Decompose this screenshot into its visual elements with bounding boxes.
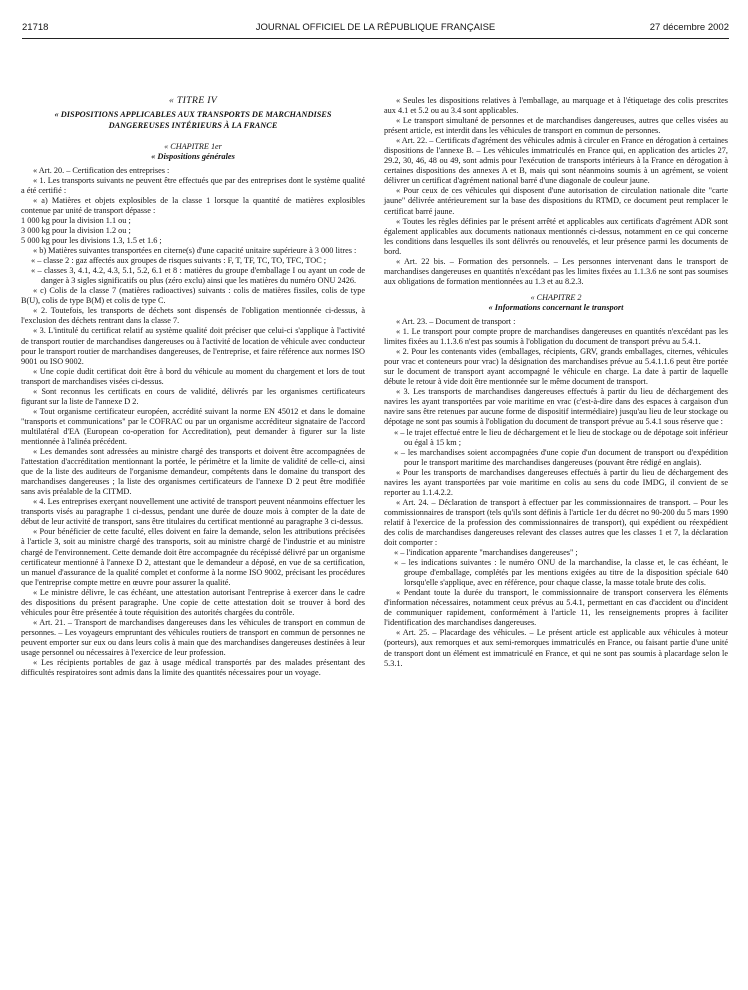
list-item: « – les marchandises soient accompagnées d'une copie d'un document de transport ou d'expédition pour le transport maritime des marchandises dangereuses (pouvant être rédigé en anglais).: [394, 447, 728, 467]
list-item: « – le trajet effectué entre le lieu de déchargement et le lieu de stockage ou de dépotage soit inférieur ou égal à 15 km ;: [394, 427, 728, 447]
paragraph: « Art. 20. – Certification des entreprises :: [33, 165, 170, 175]
paragraph: « c) Colis de la classe 7 (matières radioactives) suivants : colis de matières fissiles, colis de type B(U), colis de type B(M) et colis de type C.: [21, 286, 365, 306]
paragraph: « Tout organisme certificateur européen, accrédité suivant la norme EN 45012 et dans le domaine "transports et communications" par le COFRAC ou par un organisme accréditeur signataire de l'accord multilatéral d'EA (European co-operation for Accreditation), peut demander à figurer sur la liste mentionnée à l'alinéa précédent.: [21, 406, 365, 446]
paragraph: 5 000 kg pour les divisions 1.3, 1.5 et 1.6 ;: [21, 236, 162, 246]
list-item: « – les indications suivantes : le numéro ONU de la marchandise, la classe et, le cas échéant, le groupe d'emballage, complétés par les mentions exigées au titre de la disposition spéciale 640 lorsqu'elle s'applique, avec en référence, pour chaque classe, la masse totale brute des colis.: [394, 558, 728, 588]
paragraph: « Pour bénéficier de cette faculté, elles doivent en faire la demande, selon les attributions précisées à l'article 3, soit au ministre chargé des transports, soit au ministre chargé de l'industrie et au ministre chargé de l'environnement. Cette demande doit être accompagnée du récépissé délivré par un organisme certificateur mentionné à l'annexe D 2, attestant que le demandeur a déposé, en vue de sa certification, un manuel d'assurance de la qualité complet et conforme à la norme ISO 9002, précisant les procédures que l'entreprise compte mettre en œuvre pour assurer la qualité.: [21, 527, 365, 587]
paragraph: « Art. 22. – Certificats d'agrément des véhicules admis à circuler en France en dérogation à certaines dispositions de l'annexe B. – Les véhicules immatriculés en France qui, en application des articles 27, 29.2, 30, 46, 48 ou 49, sont admis pour l'exécution de transports intérieurs à la France en dérogation à certaines dispositions des annexes A et B, mais qui sont néanmoins soumis à un agrément, se voient délivrer un certificat d'agrément national barré d'une diagonale de couleur jaune.: [384, 136, 728, 186]
paragraph: « 1. Les transports suivants ne peuvent être effectués que par des entreprises dont le système qualité a été certifié :: [21, 175, 365, 195]
paragraph: « Art. 21. – Transport de marchandises dangereuses dans les véhicules de transport en commun de personnes. – Les voyageurs empruntant des véhicules routiers de transport en commun de personnes ne peuvent emporter sur eux ou dans leurs colis à main que des marchandises dangereuses destinées à leur usage personnel ou nécessaires à l'exercice de leur profession.: [21, 617, 365, 657]
paragraph: « Les demandes sont adressées au ministre chargé des transports et doivent être accompagnées de l'attestation d'accréditation mentionnant la portée, le périmètre et la limite de validité de celle-ci, ainsi que de la liste des auditeurs de l'organisme demandeur, compétents dans le domaine du transport des marchandises dangereuses ; la liste des organismes certificateurs de l'annexe D 2 peut être modifiée sans avis préalable de la CITMD.: [21, 447, 365, 497]
right-column: [384, 96, 728, 669]
paragraph: « Une copie dudit certificat doit être à bord du véhicule au moment du chargement et lors de tout transport de marchandises visées ci-dessus.: [21, 366, 365, 386]
paragraph: « a) Matières et objets explosibles de la classe 1 lorsque la quantité de matières explosibles contenue par unité de transport dépasse :: [21, 195, 365, 215]
journal-title: JOURNAL OFFICIEL DE LA RÉPUBLIQUE FRANÇAISE: [255, 22, 496, 33]
paragraph: « Le ministre délivre, le cas échéant, une attestation autorisant l'entreprise à exercer dans le cadre des dispositions du présent paragraphe. Une copie de cette attestation doit se trouver à bord des véhicules pour être présentée à toute réquisition des autorités chargées du contrôle.: [21, 587, 365, 617]
section-heading: « Informations concernant le transport: [488, 302, 624, 312]
chapter-heading: « CHAPITRE 2: [530, 292, 582, 302]
paragraph: « Pour ceux de ces véhicules qui disposent d'une autorisation de circulation nationale dite "carte jaune" délivrée antérieurement sur la base des dispositions du RTMD, ce document peut remplacer le certificat barré jaune.: [384, 186, 728, 216]
paragraph: 3 000 kg pour la division 1.2 ou ;: [21, 226, 131, 236]
paragraph: « 3. Les transports de marchandises dangereuses effectués à partir du lieu de déchargement des navires les ayant transportées par voie maritime en vrac (c'est-à-dire dans des espaces à cargaison d'un navire sans être retenues par aucune forme de dispositif intermédiaire) jusqu'au lieu de leur stockage ou dépotage ne sont pas soumis à l'obligation du document de transport prévue au 5.4.1 sous réserve que :: [384, 387, 728, 427]
paragraph: « 2. Toutefois, les transports de déchets sont dispensés de l'obligation mentionnée ci-dessus, à l'exclusion des déchets rentrant dans la classe 7.: [21, 306, 365, 326]
subtitle-heading: « DISPOSITIONS APPLICABLES AUX TRANSPORTS DE MARCHANDISES DANGEREUSES INTÉRIEURS À LA FRANCE: [54, 110, 332, 130]
paragraph: « 4. Les entreprises exerçant nouvellement une activité de transport peuvent néanmoins effectuer les transports visés au paragraphe 1 ci-dessus, pendant une durée de douze mois à compter de la date de début de leur activité de transport, sans être titulaires du certificat mentionné au paragraphe 3 ci-dessus.: [21, 497, 365, 527]
paragraph: « Art. 23. – Document de transport :: [396, 316, 516, 326]
paragraph: « Seules les dispositions relatives à l'emballage, au marquage et à l'étiquetage des colis prescrites aux 4.1 et 5.2 ou au 3.4 sont applicables.: [384, 96, 728, 116]
paragraph: « Pour les transports de marchandises dangereuses effectués à partir du lieu de déchargement des navires les ayant transportées par voie maritime en colis au sens du code IMDG, il convient de se reporter au 1.1.4.2.2.: [384, 467, 728, 497]
section-heading: « Dispositions générales: [151, 151, 235, 161]
list-item: « – l'indication apparente "marchandises dangereuses" ;: [394, 548, 578, 558]
issue-date: 27 décembre 2002: [649, 22, 729, 33]
paragraph: « b) Matières suivantes transportées en citerne(s) d'une capacité unitaire supérieure à 3 000 litres :: [33, 246, 357, 256]
chapter-heading: « CHAPITRE 1er: [164, 141, 222, 151]
paragraph: « Les récipients portables de gaz à usage médical transportés par des malades présentant des difficultés respiratoires sont admis dans la limite des quantités nécessaires pour un voyage.: [21, 658, 365, 678]
paragraph: « 1. Le transport pour compte propre de marchandises dangereuses en quantités n'excédant pas les limites fixées au 1.1.3.6 n'est pas soumis à l'obligation du document de transport prévu au 5.4.1.: [384, 327, 728, 347]
left-column: [21, 96, 365, 678]
paragraph: « Pendant toute la durée du transport, le commissionnaire de transport conservera les éléments d'information nécessaires, notamment ceux prévus au 5.4.1, permettant en cas d'accident ou d'incident de communiquer rapidement, conformément à l'article 11, les renseignements propres à faciliter l'identification des marchandises dangereuses.: [384, 588, 728, 628]
paragraph: « 2. Pour les contenants vides (emballages, récipients, GRV, grands emballages, citernes, véhicules pour vrac et conteneurs pour vrac) la désignation des marchandises prévue au 5.4.1.1.6 peut être portée sur le document de transport ayant accompagné le véhicule en charge. La date à partir de laquelle débute le retour à vide doit être mentionnée sur le même document de transport.: [384, 347, 728, 387]
paragraph: 1 000 kg pour la division 1.1 ou ;: [21, 215, 131, 225]
paragraph: « Le transport simultané de personnes et de marchandises dangereuses, autres que celles visées au présent article, est interdit dans les véhicules de transport en commun de personnes.: [384, 116, 728, 136]
paragraph: « Art. 24. – Déclaration de transport à effectuer par les commissionnaires de transport. – Pour les commissionnaires de transport (tels qu'ils sont définis à l'article 1er du décret no 90-200 du 5 mars 1990 relatif à l'exercice de la profession des commissionnaires de transport), qui expédient ou réexpédient des colis de marchandises dangereuses relevant des classes autres que les classes 1 et 7, la déclaration doit comporter :: [384, 497, 728, 548]
header-rule: [22, 38, 729, 39]
paragraph: « 3. L'intitulé du certificat relatif au système qualité doit préciser que celui-ci s'applique à l'activité de transport routier de marchandises dangereuses ou à l'activité de location de véhicule avec conducteur pour le transport routier de marchandises dangereuses, de l'entreprise, et faire référence aux normes ISO 9001 ou ISO 9002.: [21, 326, 365, 366]
page-header: [22, 22, 729, 36]
list-item: « – classe 2 : gaz affectés aux groupes de risques suivants : F, T, TF, TC, TO, TFC, TOC ;: [31, 256, 327, 266]
paragraph: « Art. 25. – Placardage des véhicules. – Le présent article est applicable aux véhicules à moteur (porteurs), aux remorques et aux semi-remorques immatriculés en France, ou faisant partie d'une unité de transport dont un élément est immatriculé en France, et qui ne sont pas soumis à placardage selon le 5.3.1.: [384, 628, 728, 668]
paragraph: « Art. 22 bis. – Formation des personnels. – Les personnes intervenant dans le transport de marchandises dangereuses en quantités n'excédant pas les limites fixées au 1.1.3.6 ne sont pas soumises aux obligations de formation mentionnées au 1.3 et au 8.2.3.: [384, 256, 728, 286]
page-number: 21718: [22, 22, 49, 33]
paragraph: « Toutes les règles définies par le présent arrêté et applicables aux certificats d'agrément ADR sont également applicables aux documents nationaux mentionnés ci-dessus, notamment en ce qui concerne les conditions dans lesquelles ils sont délivrés ou renouvelés, et leur présence parmi les documents de bord.: [384, 216, 728, 256]
title-heading: « TITRE IV: [168, 95, 218, 106]
list-item: « – classes 3, 4.1, 4.2, 4.3, 5.1, 5.2, 6.1 et 8 : matières du groupe d'emballage I ou ayant un code de danger à 3 sigles significatifs ou plus (zéro exclu) ainsi que les matières du numéro ONU 2426.: [31, 266, 365, 286]
paragraph: « Sont reconnus les certificats en cours de validité, délivrés par les organismes certificateurs figurant sur la liste de l'annexe D 2.: [21, 386, 365, 406]
